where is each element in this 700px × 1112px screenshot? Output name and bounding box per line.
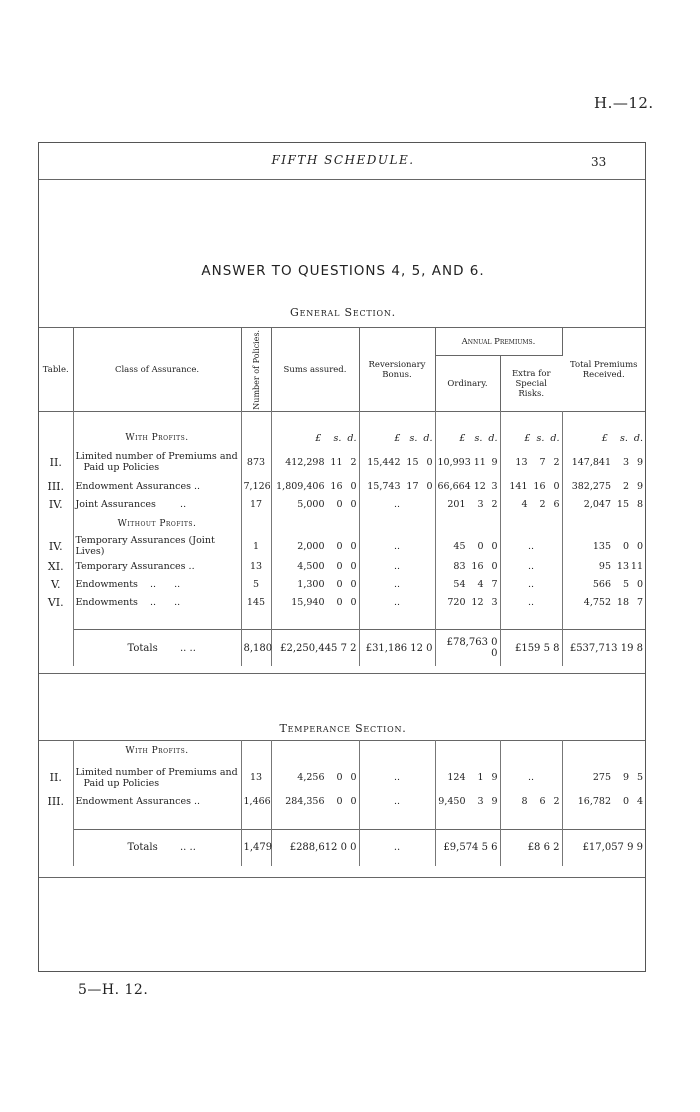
amount-cell: 66,664 12 3 <box>435 477 500 495</box>
totals-bonus: £31,186 12 0 <box>359 630 435 667</box>
empty-value: .. <box>359 763 435 793</box>
table-row <box>39 793 645 811</box>
table-number: II. <box>39 447 73 477</box>
amount-cell: 4,752 18 7 <box>583 596 643 608</box>
class-of-assurance: Joint Assurances .. <box>73 495 241 513</box>
col-table: Table. <box>39 328 73 412</box>
col-bonus: Reversionary Bonus. <box>359 328 435 412</box>
col-class: Class of Assurance. <box>73 328 241 412</box>
amount-cell: 4,500 0 0 <box>271 557 359 575</box>
temperance-section-title: Temperance Section. <box>279 722 407 735</box>
class-of-assurance: Limited number of Premiums and Paid up Policies <box>73 763 241 793</box>
amount-cell: 15,743 17 0 <box>359 477 435 495</box>
answer-heading: ANSWER TO QUESTIONS 4, 5, AND 6. <box>201 263 485 279</box>
temperance-totals-extra: £8 6 2 <box>500 829 562 866</box>
totals-total: £537,713 19 8 <box>562 630 645 667</box>
col-annual: Annual Premiums. <box>435 328 562 356</box>
empty-value: .. <box>359 575 435 593</box>
empty-value: .. <box>500 557 562 575</box>
schedule-title: FIFTH SCHEDULE. <box>271 153 415 167</box>
policies-count: 1 <box>241 535 271 557</box>
policies-count: 17 <box>241 495 271 513</box>
amount-cell: 45 0 0 <box>435 535 500 557</box>
amount-cell: 382,275 2 9 <box>571 480 643 492</box>
table-row <box>39 557 645 575</box>
unit-extra: £ s. d. <box>500 429 562 447</box>
col-policies: Number of Policies. <box>241 328 271 412</box>
page-header: H.—12. <box>594 94 654 112</box>
table-number: IV. <box>39 495 73 513</box>
amount-cell: 4 2 6 <box>500 495 562 513</box>
temperance-totals-sums: £288,612 0 0 <box>271 829 359 866</box>
table-row <box>39 495 645 513</box>
totals-sums: £2,250,445 7 2 <box>271 630 359 667</box>
table-number: IV. <box>39 535 73 557</box>
unit-ordinary: £ s. d. <box>435 429 500 447</box>
with-profits-label: With Profits. <box>73 429 241 447</box>
amount-cell: 4,256 0 0 <box>271 763 359 793</box>
class-of-assurance: Endowments .. .. <box>73 593 241 611</box>
table-row <box>39 477 645 495</box>
unit-sums: £ s. d. <box>271 429 359 447</box>
empty-value: .. <box>359 793 435 811</box>
temperance-totals-label: Totals <box>127 842 158 853</box>
empty-value: .. <box>500 575 562 593</box>
amount-cell: 9,450 3 9 <box>435 793 500 811</box>
general-header-table <box>39 327 645 412</box>
empty-value: .. <box>500 763 562 793</box>
amount-cell: 284,356 0 0 <box>271 793 359 811</box>
table-number: II. <box>39 763 73 793</box>
totals-extra: £159 5 8 <box>500 630 562 667</box>
footer-signature: 5—H. 12. <box>78 982 149 998</box>
without-profits-label: Without Profits. <box>73 513 241 535</box>
policies-count: 5 <box>241 575 271 593</box>
policies-count: 873 <box>241 447 271 477</box>
amount-cell: 13 7 2 <box>500 447 562 477</box>
amount-cell: 566 5 0 <box>592 578 643 590</box>
empty-value: .. <box>500 535 562 557</box>
col-total: Total Premiums Received. <box>562 328 645 412</box>
table-row <box>39 535 645 557</box>
amount-cell: 720 12 3 <box>435 593 500 611</box>
policies-count: 7,126 <box>241 477 271 495</box>
amount-cell: 2,000 0 0 <box>271 535 359 557</box>
empty-value: .. <box>359 495 435 513</box>
amount-cell: 147,841 3 9 <box>571 456 643 468</box>
table-number: VI. <box>39 593 73 611</box>
amount-cell: 412,298 11 2 <box>271 447 359 477</box>
temperance-totals-total: £17,057 9 9 <box>562 829 645 866</box>
temperance-with-profits-label: With Profits. <box>73 741 241 763</box>
divider <box>39 877 645 878</box>
temperance-totals-bonus: .. <box>359 829 435 866</box>
amount-cell: 2,047 15 8 <box>583 498 643 510</box>
unit-bonus: £ s. d. <box>359 429 435 447</box>
amount-cell: 16,782 0 4 <box>577 796 643 807</box>
table-row <box>39 575 645 593</box>
general-section-title: General Section. <box>290 306 396 319</box>
class-of-assurance: Endowment Assurances .. <box>73 793 241 811</box>
general-totals-row: Totals .. .. 8,180 £2,250,445 7 2 £31,186 12 0 £78,763 0 0 £159 5 8 £537,713 19 8 <box>39 630 645 667</box>
class-of-assurance: Endowment Assurances .. <box>73 477 241 495</box>
amount-cell: 201 3 2 <box>435 495 500 513</box>
temperance-totals-row: Totals .. .. 1,479 £288,612 0 0 .. £9,574 5 6 £8 6 2 £17,057 9 9 <box>39 829 645 866</box>
empty-value: .. <box>359 593 435 611</box>
empty-value: .. <box>359 557 435 575</box>
empty-value: .. <box>359 535 435 557</box>
temperance-totals-ordinary: £9,574 5 6 <box>435 829 500 866</box>
table-row <box>39 447 645 477</box>
totals-policies: 8,180 <box>241 630 271 667</box>
amount-cell: 54 4 7 <box>435 575 500 593</box>
col-sums: Sums assured. <box>271 328 359 412</box>
table-row <box>39 593 645 611</box>
amount-cell: 1,809,406 16 0 <box>271 477 359 495</box>
amount-cell: 275 9 5 <box>592 772 643 783</box>
table-number: III. <box>39 793 73 811</box>
temperance-totals-policies: 1,479 <box>241 829 271 866</box>
general-body-table <box>39 411 645 666</box>
table-number: V. <box>39 575 73 593</box>
policies-count: 13 <box>241 557 271 575</box>
amount-cell: 141 16 0 <box>500 477 562 495</box>
col-ordinary: Ordinary. <box>435 356 500 412</box>
totals-label: Totals <box>127 642 158 654</box>
schedule-frame <box>38 142 646 972</box>
table-row <box>39 763 645 793</box>
empty-value: .. <box>500 593 562 611</box>
amount-cell: 15,442 15 0 <box>359 447 435 477</box>
temperance-body-table <box>39 740 645 866</box>
divider <box>39 673 645 674</box>
page-number: 33 <box>591 155 607 169</box>
amount-cell: 10,993 11 9 <box>435 447 500 477</box>
class-of-assurance: Endowments .. .. <box>73 575 241 593</box>
amount-cell: 124 1 9 <box>435 763 500 793</box>
amount-cell: 83 16 0 <box>435 557 500 575</box>
amount-cell: 95 13 11 <box>598 560 643 572</box>
amount-cell: 8 6 2 <box>500 793 562 811</box>
policies-count: 145 <box>241 593 271 611</box>
amount-cell: 15,940 0 0 <box>271 593 359 611</box>
totals-ordinary: £78,763 0 0 <box>435 630 500 667</box>
amount-cell: 135 0 0 <box>592 540 643 552</box>
policies-count: 13 <box>241 763 271 793</box>
amount-cell: 1,300 0 0 <box>271 575 359 593</box>
divider <box>39 179 645 180</box>
amount-cell: 5,000 0 0 <box>271 495 359 513</box>
class-of-assurance: Temporary Assurances .. <box>73 557 241 575</box>
table-number: XI. <box>39 557 73 575</box>
unit-total: £ s. d. <box>601 432 643 444</box>
class-of-assurance: Limited number of Premiums and Paid up Policies <box>73 447 241 477</box>
col-extra: Extra for Special Risks. <box>500 356 562 412</box>
class-of-assurance: Temporary Assurances (Joint Lives) <box>73 535 241 557</box>
table-number: III. <box>39 477 73 495</box>
policies-count: 1,466 <box>241 793 271 811</box>
